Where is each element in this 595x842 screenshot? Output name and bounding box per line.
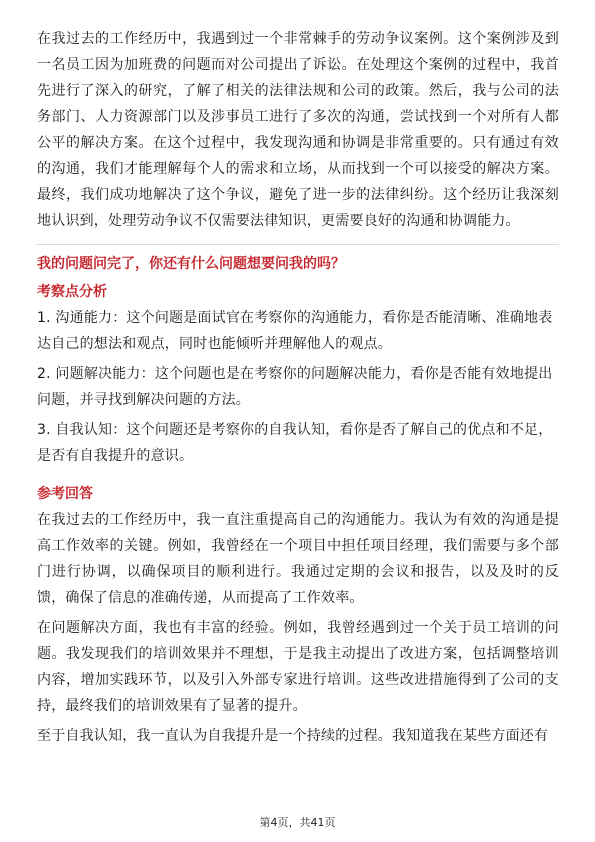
spacer [37, 473, 559, 479]
intro-paragraph: 在我过去的工作经历中，我遇到过一个非常棘手的劳动争议案例。这个案例涉及到一名员工因为加班费的问题而对公司提出了诉讼。在处理这个案例的过程中，我首先进行了深入的研究，了解了相关的法律法规和公司的政策。然后，我与公司的法务部门、人力资源部门以及涉事员工进行了多次的沟通，尝试找到一个对所有人都公平的解决方案。在这个过程中，我发现沟通和协调是非常重要的。只有通过有效的沟通，我们才能理解每个人的需求和立场，从而找到一个可以接受的解决方案。最终，我们成功地解决了这个争议，避免了进一步的法律纠纷。这个经历让我深刻地认识到，处理劳动争议不仅需要法律知识，更需要良好的沟通和协调能力。 [37, 31, 559, 229]
analysis-item [37, 361, 559, 413]
page-footer: 第4页，共41页 [259, 816, 336, 829]
analysis-item [37, 417, 559, 469]
analysis-title: 考察点分析 [37, 284, 107, 300]
document-page [37, 26, 559, 753]
answer-title: 参考回答 [37, 486, 93, 502]
analysis-item-text: 自我认知：这个问题还是考察你的自我认知，看你是否了解自己的优点和不足，是否有自我提升的意识。 [37, 422, 553, 464]
answer-paragraph: 至于自我认知，我一直认为自我提升是一个持续的过程。我知道我在某些方面还有 [37, 728, 549, 744]
answer-paragraph: 在我过去的工作经历中，我一直注重提高自己的沟通能力。我认为有效的沟通是提高工作效率的关键。例如，我曾经在一个项目中担任项目经理，我们需要与多个部门进行协调，以确保项目的顺利进行。我通过定期的会议和报告，以及及时的反馈，确保了信息的准确传递，从而提高了工作效率。 [37, 512, 559, 606]
analysis-item-text: 问题解决能力：这个问题也是在考察你的问题解决能力，看你是否能有效地提出问题，并寻找到解决问题的方法。 [37, 366, 553, 408]
analysis-list [37, 305, 559, 469]
answer-paragraph: 在问题解决方面，我也有丰富的经验。例如，我曾经遇到过一个关于员工培训的问题。我发现我们的培训效果并不理想，于是我主动提出了改进方案，包括调整培训内容，增加实践环节，以及引入外部专家进行培训。这些改进措施得到了公司的支持，最终我们的培训效果有了显著的提升。 [37, 620, 559, 714]
analysis-item-number: 3. [37, 422, 51, 438]
analysis-item-text: 沟通能力：这个问题是面试官在考察你的沟通能力，看你是否能清晰、准确地表达自己的想法和观点，同时也能倾听并理解他人的观点。 [37, 310, 553, 352]
analysis-item-number: 1. [37, 310, 51, 326]
section-divider [37, 244, 559, 245]
analysis-item [37, 305, 559, 357]
analysis-item-number: 2. [37, 366, 51, 382]
interview-question: 我的问题问完了，你还有什么问题想要问我的吗？ [37, 256, 345, 272]
